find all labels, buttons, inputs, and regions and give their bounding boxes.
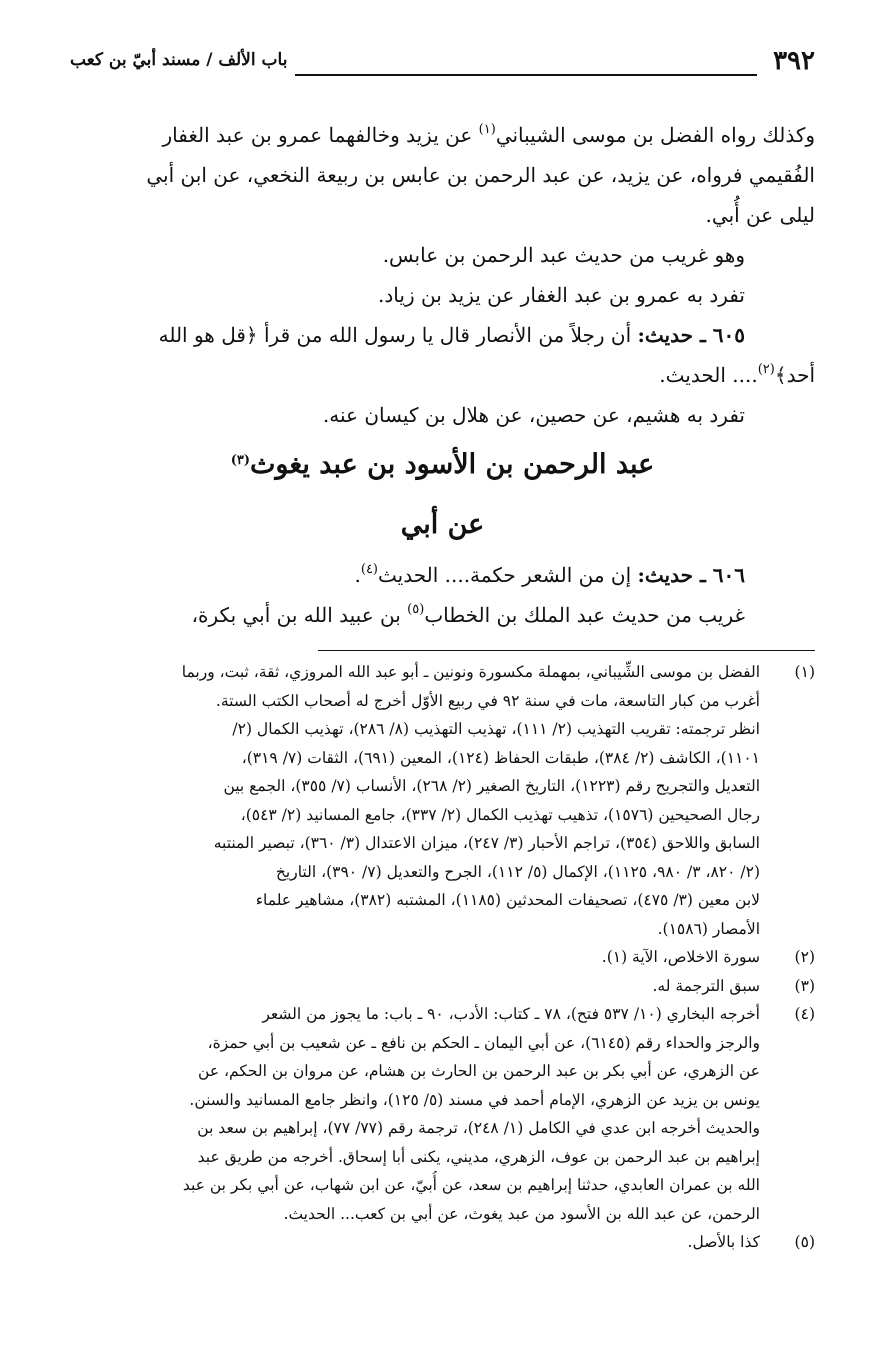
- hadith-label: ٦٠٥ ـ حديث:: [637, 323, 745, 347]
- footnote-number: (٥): [794, 1233, 815, 1251]
- text-line: ليلى عن أُبي.: [705, 203, 815, 227]
- page-number: ٣٩٢: [773, 46, 815, 76]
- footnote-line: سبق الترجمة له.: [652, 976, 760, 995]
- footnote-line: السابق واللاحق (٣٥٤)، تراجم الأحبار (٣/ ٢٤٧)، ميزان الاعتدال (٣/ ٣٦٠)، تبصير المنتبه: [213, 834, 760, 852]
- footnote-line: الرحمن، عن عبد الله بن الأسود من عبد يغوث، عن أبي بن كعب... الحديث.: [283, 1204, 760, 1223]
- footnote-line: أغرب من كبار التاسعة، مات في سنة ٩٢ في ربيع الأوّل أخرج له أصحاب الكتب الستة.: [215, 691, 760, 710]
- footnote-number: (٤): [794, 1005, 815, 1023]
- text-line: تفرد به عمرو بن عبد الغفار عن يزيد بن زياد.: [378, 283, 745, 307]
- footnote: [70, 658, 815, 943]
- footnote-ref: (٢): [757, 362, 775, 377]
- hadith-label: ٦٠٦ ـ حديث:: [637, 563, 745, 587]
- hadith-606: ٦٠٦ ـ حديث: إن من الشعر حكمة.... الحديث$^{(٤)}$.: [354, 562, 745, 587]
- footnote: [70, 1228, 815, 1257]
- text-line: غريب من حديث عبد الملك بن الخطاب$^{(٥)}$ بن عبيد الله بن أبي بكرة،: [191, 602, 745, 627]
- footnote-ref: (٤): [360, 562, 378, 577]
- main-text: [70, 115, 815, 635]
- text-line: تفرد به هشيم، عن حصين، عن هلال بن كيسان عنه.: [322, 403, 745, 427]
- footnote-ref: (٥): [407, 602, 425, 617]
- footnote-number: (٢): [794, 948, 815, 966]
- footnote-line: التعديل والتجريح رقم (١٢٢٣)، التاريخ الصغير (٢/ ٢٦٨)، الأنساب (٧/ ٣٥٥)، الجمع بين: [223, 777, 760, 795]
- hadith-605: ٦٠٥ ـ حديث: أن رجلاً من الأنصار قال يا رسول الله من قرأ ﴿قل هو الله: [158, 323, 745, 347]
- footnote: [70, 943, 815, 972]
- footnote-line: أخرجه البخاري (١٠/ ٥٣٧ فتح)، ٧٨ ـ كتاب: الأدب، ٩٠ ـ باب: ما يجوز من الشعر: [262, 1005, 760, 1023]
- footnotes: [70, 658, 815, 1257]
- footnote-line: إبراهيم بن عبد الرحمن بن عوف، الزهري، مديني، يكنى أبا إسحاق. أخرجه من طريق عبد: [197, 1147, 760, 1166]
- running-title: باب الألف / مسند أبيّ بن كعب: [70, 50, 288, 70]
- footnote-line: والحديث أخرجه ابن عدي في الكامل (١/ ٢٤٨)، ترجمة رقم (٧٧/ ٧٧)، إبراهيم بن سعد بن: [197, 1119, 760, 1137]
- header-rule: [295, 74, 757, 76]
- text-line: وهو غريب من حديث عبد الرحمن بن عابس.: [382, 243, 745, 267]
- text-line: أحد﴾$^{(٢)}$.... الحديث.: [659, 362, 815, 387]
- footnote-line: لابن معين (٣/ ٤٧٥)، تصحيفات المحدثين (١١٨٥)، المشتبه (٣٨٢)، مشاهير علماء: [255, 891, 760, 909]
- footnote-line: رجال الصحيحين (١٥٧٦)، تذهيب تهذيب الكمال (٢/ ٣٣٧)، جامع المسانيد (٢/ ٥٤٣)،: [240, 805, 760, 824]
- footnote-ref: (١): [478, 122, 496, 137]
- section-heading: عبد الرحمن بن الأسود بن عبد يغوث$^{(٣)}$: [230, 449, 655, 480]
- text-line: وكذلك رواه الفضل بن موسى الشيباني$^{(١)}$ عن يزيد وخالفهما عمرو بن عبد الغفار: [162, 122, 815, 147]
- footnote-line: سورة الاخلاص، الآية (١).: [601, 948, 760, 966]
- section-subheading: عن أبي: [400, 509, 485, 540]
- footnote-number: (٣): [794, 976, 815, 995]
- running-header: [70, 46, 815, 80]
- footnote-line: كذا بالأصل.: [687, 1233, 760, 1251]
- footnote-line: انظر ترجمته: تقريب التهذيب (٢/ ١١١)، تهذيب التهذيب (٨/ ٢٨٦)، تهذيب الكمال (٢/: [232, 720, 760, 738]
- footnote-number: (١): [794, 663, 815, 681]
- footnote-line: يونس بن يزيد عن الزهري، الإمام أحمد في مسند (٥/ ١٢٥)، وانظر جامع المسانيد والسنن.: [189, 1090, 760, 1109]
- text-line: الفُقيمي فرواه، عن يزيد، عن عبد الرحمن بن عابس بن ربيعة النخعي، عن ابن أبي: [146, 163, 815, 187]
- footnote-line: ١١٠١)، الكاشف (٢/ ٣٨٤)، طبقات الحفاظ (١٢٤)، المعين (٦٩١)، الثقات (٧/ ٣١٩)،: [241, 748, 760, 767]
- footnote: [70, 972, 815, 1001]
- footnote: [70, 1000, 815, 1228]
- footnote-line: الفضل بن موسى الشِّيباني، بمهملة مكسورة ونونين ـ أبو عبد الله المروزي، ثقة، ثبت، وربما: [181, 663, 760, 681]
- footnote-ref: (٣): [230, 453, 250, 468]
- footnote-line: الأمصار (١٥٨٦).: [657, 919, 760, 938]
- footnote-line: عن الزهري، عن أبي بكر بن عبد الرحمن بن الحارث بن هشام، عن مروان بن الحكم، عن: [198, 1062, 760, 1080]
- footnote-line: الله بن عمران العابدي، حدثنا إبراهيم بن سعد، عن أُبيّ، عن ابن شهاب، عن أبي بكر بن عبد: [182, 1176, 760, 1194]
- footnote-line: (٢/ ٨٢٠، ٣/ ٩٨٠، ١١٢٥)، الإكمال (٥/ ١١٢)، الجرح والتعديل (٧/ ٣٩٠)، التاريخ: [275, 862, 760, 881]
- footnote-line: والرجز والحداء رقم (٦١٤٥)، عن أبي اليمان ـ الحكم بن نافع ـ عن شعيب بن أبي حمزة،: [207, 1033, 760, 1052]
- footnote-separator: [318, 650, 815, 651]
